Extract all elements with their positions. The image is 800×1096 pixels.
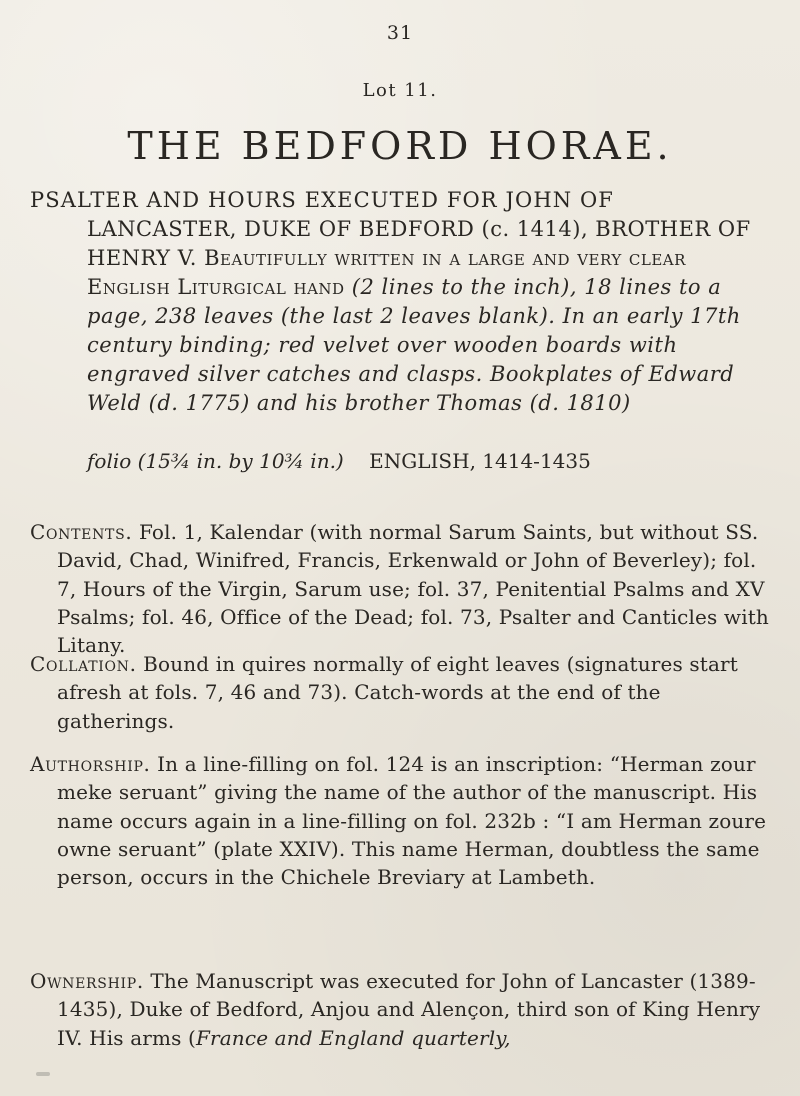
contents-label: Contents. xyxy=(30,520,133,544)
format-size-middle: in. by 10 xyxy=(190,449,285,473)
collation-text: Bound in quires normally of eight leaves (signatures start afresh at fols. 7, 46 and 73). Catch-words at the end of the gatherings. xyxy=(57,652,738,733)
authorship-entry xyxy=(30,750,770,891)
lot-physical-text: (2 lines to the inch), 18 lines to a page, 238 leaves (the last 2 leaves blank). xyxy=(87,275,722,328)
format-size-suffix: in.) xyxy=(303,449,344,473)
contents-text: Fol. 1, Kalendar (with normal Sarum Saints, but without SS. David, Chad, Winifred, Francis, Erkenwald or John of Beverley); fol. 7, Hours of the Virgin, Sarum use; fol. 37, Penitential Psalms and XV Psalms; fol. 46, Office of the Dead; fol. 73, Psalter and Canticles with Litany. xyxy=(57,520,769,658)
lot-description-continuation xyxy=(30,215,770,418)
lot-description xyxy=(30,186,770,418)
lot-number: Lot 11. xyxy=(362,80,438,101)
lot-title-continuation: LANCASTER, DUKE OF BEDFORD (c. 1414), BROTHER OF HENRY V. xyxy=(87,217,751,270)
format-height-fraction: ¾ xyxy=(170,449,191,473)
ownership-entry xyxy=(30,967,770,1052)
collation-label: Collation. xyxy=(30,652,137,676)
lot-binding-text: In an early 17th century binding; red velvet over wooden boards with engraved silver catches and clasps. Bookplates of Edward Weld (d. 1775) and his brother Thomas (d. 1810) xyxy=(87,304,741,415)
lot-script-description: Beautifully written in a large and very clear English Liturgical hand xyxy=(87,246,686,299)
collation-entry xyxy=(30,650,770,735)
page-number: 31 xyxy=(386,22,414,44)
format-width-fraction: ¾ xyxy=(284,449,304,473)
lot-format xyxy=(87,449,344,473)
ownership-arms-text: France and England quarterly, xyxy=(196,1025,511,1050)
authorship-text: In a line-filling on fol. 124 is an inscription: “Herman zour meke seruant” giving the name of the author of the manuscript. His name occurs again in a line-filling on fol. 232b : “I am Herman zoure owne seruant” (plate XXIV). This name Herman, doubtless the same person, occurs in the Chichele Breviary at Lambeth. xyxy=(57,752,767,890)
lot-heading: THE BEDFORD HORAE. xyxy=(127,124,673,168)
authorship-label: Authorship. xyxy=(30,752,151,776)
paper-smudge xyxy=(36,1072,50,1076)
lot-format-line xyxy=(87,447,777,475)
ownership-label: Ownership. xyxy=(30,969,144,993)
lot-description-first-line: PSALTER AND HOURS EXECUTED FOR JOHN OF xyxy=(30,188,614,212)
format-size-prefix: folio (15 xyxy=(87,449,171,473)
contents-entry xyxy=(30,518,770,659)
lot-origin-date: ENGLISH, 1414-1435 xyxy=(369,449,591,473)
ownership-text: The Manuscript was executed for John of Lancaster (1389-1435), Duke of Bedford, Anjou and Alençon, third son of King Henry IV. His arms ( xyxy=(57,969,761,1050)
